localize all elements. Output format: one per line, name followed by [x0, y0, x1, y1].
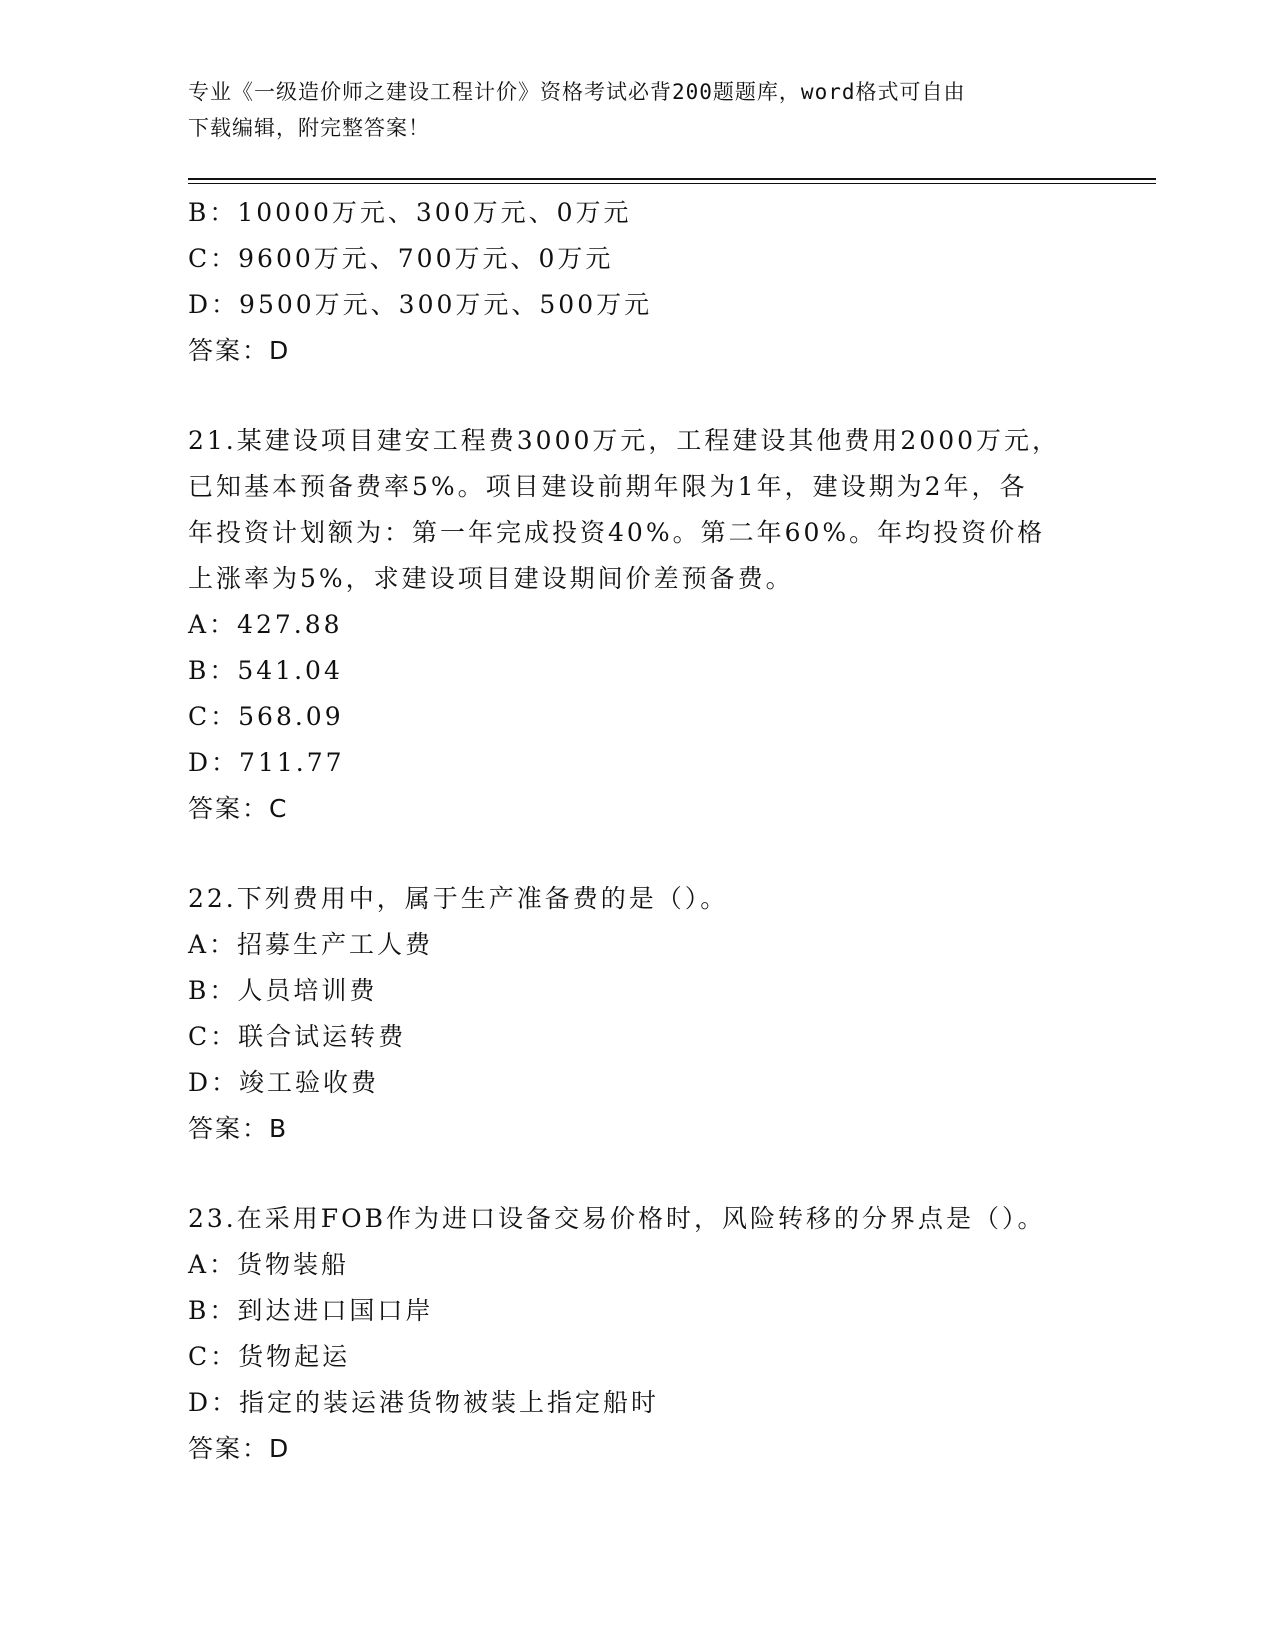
question-21 [188, 418, 1088, 832]
question-stem: 23.在采用FOB作为进口设备交易价格时，风险转移的分界点是（）。 [188, 1204, 1046, 1233]
header-line-2: 下载编辑，附完整答案！ [188, 116, 430, 140]
option-c: C：9600万元、700万元、0万元 [188, 244, 614, 273]
option-d: D：指定的装运港货物被装上指定船时 [188, 1388, 660, 1417]
option-b: B：541.04 [188, 656, 343, 685]
question-23 [188, 1196, 1088, 1472]
option-d: D：711.77 [188, 748, 345, 777]
question-stem: 上涨率为5%，求建设项目建设期间价差预备费。 [188, 564, 794, 593]
document-header [188, 74, 1068, 146]
option-b: B：人员培训费 [188, 976, 378, 1005]
question-stem: 已知基本预备费率5%。项目建设前期年限为1年，建设期为2年，各 [188, 472, 1028, 501]
question-stem: 21.某建设项目建安工程费3000万元，工程建设其他费用2000万元， [188, 426, 1061, 455]
option-d: D：竣工验收费 [188, 1068, 380, 1097]
header-line-1: 专业《一级造价师之建设工程计价》资格考试必背200题题库，word格式可自由 [188, 80, 966, 104]
option-a: A：招募生产工人费 [188, 930, 434, 959]
option-c: C：联合试运转费 [188, 1022, 407, 1051]
header-rule-thick [188, 178, 1156, 180]
answer: 答案：B [188, 1114, 289, 1143]
question-22 [188, 876, 1088, 1152]
option-a: A：427.88 [188, 610, 343, 639]
option-c: C：货物起运 [188, 1342, 351, 1371]
question-stem: 22.下列费用中，属于生产准备费的是（）。 [188, 884, 729, 913]
answer: 答案：D [188, 336, 291, 365]
header-rule-thin [188, 183, 1156, 184]
question-list [188, 190, 1088, 1472]
option-a: A：货物装船 [188, 1250, 350, 1279]
option-b: B：10000万元、300万元、0万元 [188, 198, 632, 227]
option-d: D：9500万元、300万元、500万元 [188, 290, 653, 319]
question-20 [188, 190, 1088, 374]
answer: 答案：D [188, 1434, 291, 1463]
option-b: B：到达进口国口岸 [188, 1296, 434, 1325]
question-stem: 年投资计划额为：第一年完成投资40%。第二年60%。年均投资价格 [188, 518, 1046, 547]
answer: 答案：C [188, 794, 289, 823]
option-c: C：568.09 [188, 702, 344, 731]
